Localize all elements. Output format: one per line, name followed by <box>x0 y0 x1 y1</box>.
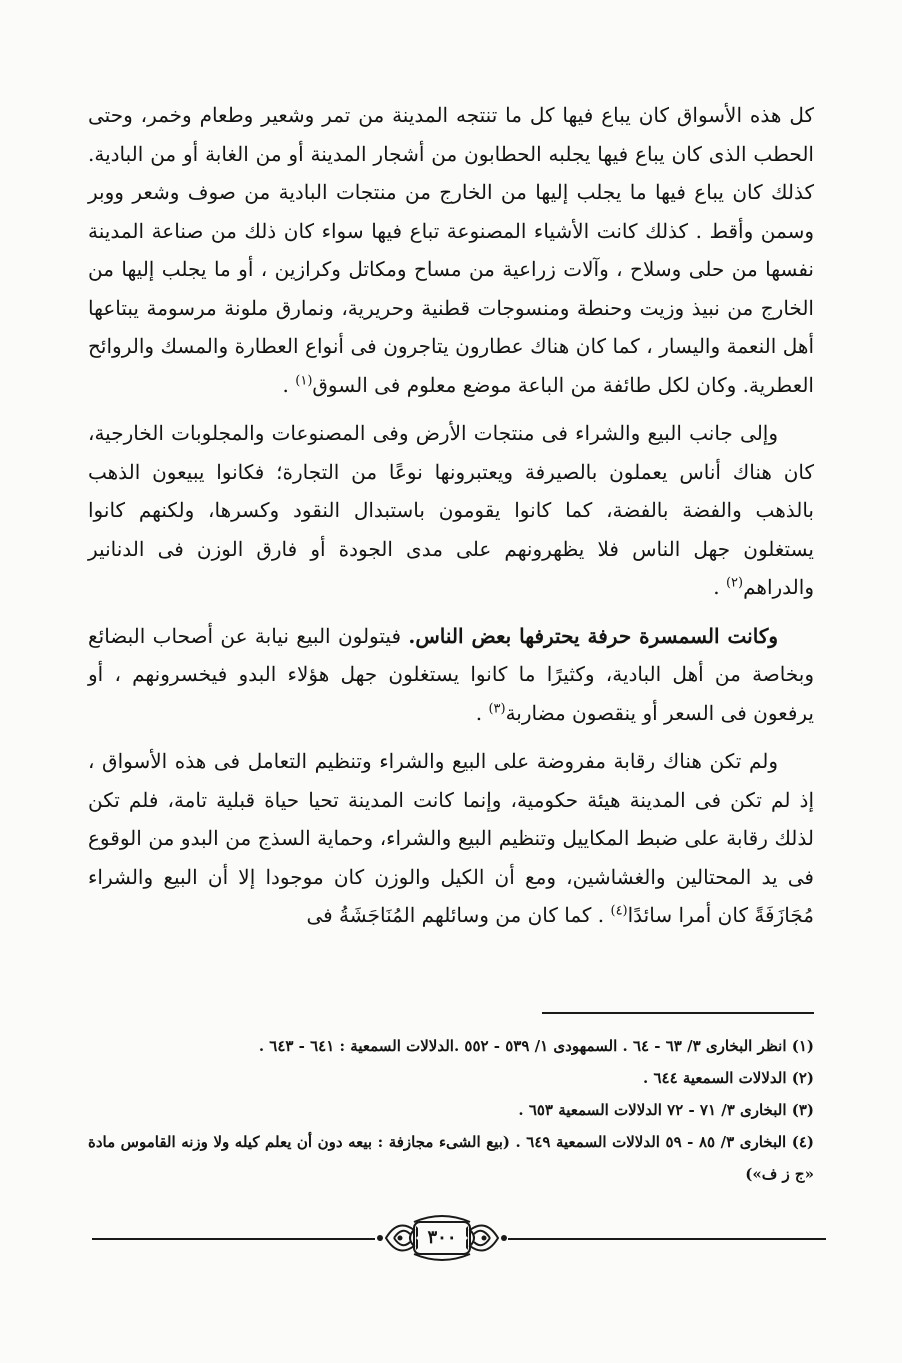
footnote-4: (٤) البخارى ٣/ ٨٥ - ٥٩ الدلالات السمعية ٦٤٩ . (بيع الشىء مجازفة : بيعه دون أن يعلم كيله ولا وزنه القاموس مادة «ج ز ف») <box>88 1133 815 1183</box>
paragraph-2-tail: . <box>713 575 726 599</box>
bottom-rule-right <box>508 1238 826 1240</box>
paragraph-4 <box>88 742 814 935</box>
paragraph-3-lead: وكانت السمسرة حرفة يحترفها بعض الناس. <box>408 623 778 648</box>
paragraph-4-tail: . كما كان من وسائلهم المُنَاجَشَةُ فى <box>306 903 611 927</box>
paragraph-4-text: ولم تكن هناك رقابة مفروضة على البيع والشراء وتنظيم التعامل فى هذه الأسواق ، إذ لم تكن فى المدينة هيئة حكومية، وإنما كانت المدينة تحيا حياة قبلية تامة، فلم تكن لذلك رقابة على ضبط المكاييل وتنظيم البيع والشراء، وحماية السذج من البدو من الوقوع فى يد المحتالين والغشاشين، ومع أن الكيل والوزن كان موجودا إلا أن البيع والشراء مُجَازَفَةً كان أمرا سائدًا <box>88 749 814 927</box>
footnote-3: (٣) البخارى ٣/ ٧١ - ٧٢ الدلالات السمعية ٦٥٣ . <box>518 1101 814 1119</box>
footnote-ref-3: (٣) <box>488 700 506 716</box>
paragraph-3-tail: . <box>475 700 489 725</box>
bottom-rule-left <box>92 1238 375 1240</box>
footnote-ref-1: (١) <box>295 372 313 388</box>
paragraph-1-tail: . <box>282 372 296 397</box>
footnote-2: (٢) الدلالات السمعية ٦٤٤ . <box>643 1069 814 1087</box>
paragraph-1-text: كل هذه الأسواق كان يباع فيها كل ما تنتجه المدينة من تمر وشعير وطعام وخمر، وحتى الحطب الذى كان يباع فيها يجلبه الحطابون من أشجار المدينة أو من الغابة أو من البادية. كذلك كان يباع فيها ما يجلب إليها من الخارج من منتجات البادية من صوف وشعر ووبر وسمن وأقط . كذلك كانت الأشياء المصنوعة تباع فيها سواء كان ذلك من صناعة المدينة نفسها من حلى وسلاح ، وآلات زراعية من مساح ومكاتل وكرازين ، أو ما يجلب إليها من الخارج من نبيذ وزيت وحنطة ومنسوجات قطنية وحريرية، ونمارق ملونة مرسومة يبتاعها أهل النعمة واليسار ، كما كان هناك عطارون يتاجرون فى أنواع العطارة والمسك والروائح العطرية. وكان لكل طائفة من الباعة موضع معلوم فى السوق <box>88 103 814 397</box>
footnote-1: (١) انظر البخارى ٣/ ٦٣ - ٦٤ . السمهودى ١/ ٥٣٩ - ٥٥٢ .الدلالات السمعية : ٦٤١ - ٦٤٣ . <box>258 1037 814 1055</box>
paragraph-2-text: وإلى جانب البيع والشراء فى منتجات الأرض وفى المصنوعات والمجلوبات الخارجية، كان هناك أناس يعملون بالصيرفة ويعتبرونها نوعًا من التجارة؛ فكانوا يبيعون الذهب بالذهب والفضة بالفضة، كما كانوا يقومون باستبدال النقود وكسرها، ولكنهم كانوا يستغلون جهل الناس فلا يظهرونهم على مدى الجودة أو فارق الوزن فى الدنانير والدراهم <box>88 421 815 599</box>
footnote-divider <box>542 1012 814 1014</box>
paragraph-1 <box>88 96 814 404</box>
paragraph-2 <box>88 414 814 607</box>
paragraph-3-text: فيتولون البيع نيابة عن أصحاب البضائع وبخاصة من أهل البادية، وكثيرًا ما كانوا يستغلون جهل هؤلاء البدو فيخسرونهم ، أو يرفعون فى السعر أو ينقصون مضاربة <box>88 623 814 725</box>
footnote-ref-2: (٢) <box>725 575 744 591</box>
main-text <box>88 96 814 935</box>
page-number: ٣٠٠ <box>418 1224 466 1252</box>
footnote-ref-4: (٤) <box>610 903 628 919</box>
footnotes <box>88 1030 814 1190</box>
paragraph-3 <box>88 617 814 733</box>
